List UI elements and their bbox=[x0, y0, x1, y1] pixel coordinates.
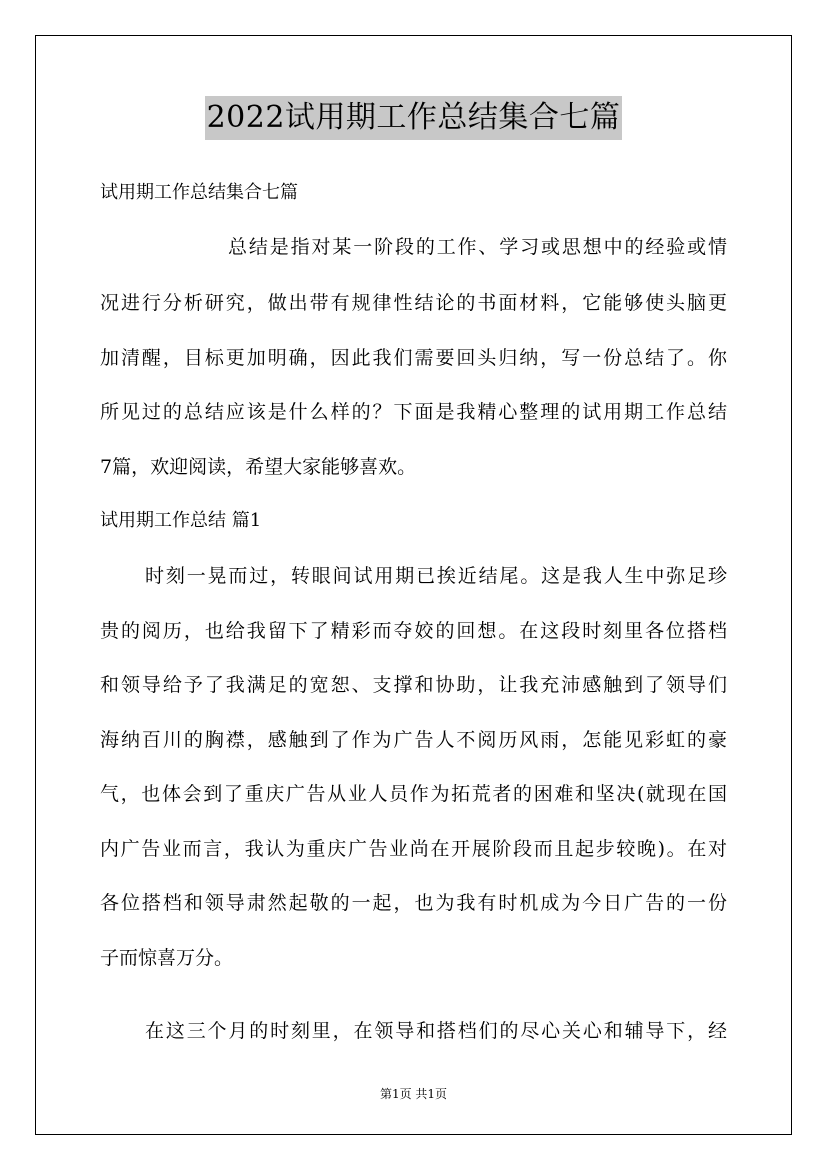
intro-line: 7篇，欢迎阅读，希望大家能够喜欢。 bbox=[100, 456, 417, 478]
paragraph-line: 和领导给予了我满足的宽恕、支撑和协助，让我充沛感触到了领导们 bbox=[100, 674, 727, 696]
intro-line: 总结是指对某一阶段的工作、学习或思想中的经验或情 bbox=[228, 236, 727, 258]
paragraph-line: 贵的阅历，也给我留下了精彩而夺姣的回想。在这段时刻里各位搭档 bbox=[100, 620, 727, 642]
section-heading: 试用期工作总结 篇1 bbox=[100, 510, 262, 531]
paragraph-line: 海纳百川的胸襟，感触到了作为广告人不阅历风雨，怎能见彩虹的豪 bbox=[100, 729, 727, 751]
paragraph-line: 在这三个月的时刻里，在领导和搭档们的尽心关心和辅导下，经 bbox=[145, 1020, 727, 1042]
intro-line: 所见过的总结应该是什么样的？下面是我精心整理的试用期工作总结 bbox=[100, 401, 727, 423]
intro-line: 加清醒，目标更加明确，因此我们需要回头归纳，写一份总结了。你 bbox=[100, 347, 727, 369]
paragraph-line: 子而惊喜万分。 bbox=[100, 947, 234, 969]
paragraph-line: 内广告业而言，我认为重庆广告业尚在开展阶段而且起步较晚)。在对 bbox=[100, 838, 727, 860]
paragraph-line: 气，也体会到了重庆广告从业人员作为拓荒者的困难和坚决(就现在国 bbox=[100, 783, 727, 805]
intro-line: 况进行分析研究，做出带有规律性结论的书面材料，它能够使头脑更 bbox=[100, 292, 727, 314]
document-subtitle: 试用期工作总结集合七篇 bbox=[100, 182, 298, 203]
paragraph-line: 时刻一晃而过，转眼间试用期已挨近结尾。这是我人生中弥足珍 bbox=[145, 565, 727, 587]
document-title: 2022试用期工作总结集合七篇 bbox=[205, 96, 623, 140]
page-footer: 第1页 共1页 bbox=[379, 1087, 448, 1101]
title-container bbox=[0, 96, 827, 140]
paragraph-line: 各位搭档和领导肃然起敬的一起，也为我有时机成为今日广告的一份 bbox=[100, 892, 727, 914]
